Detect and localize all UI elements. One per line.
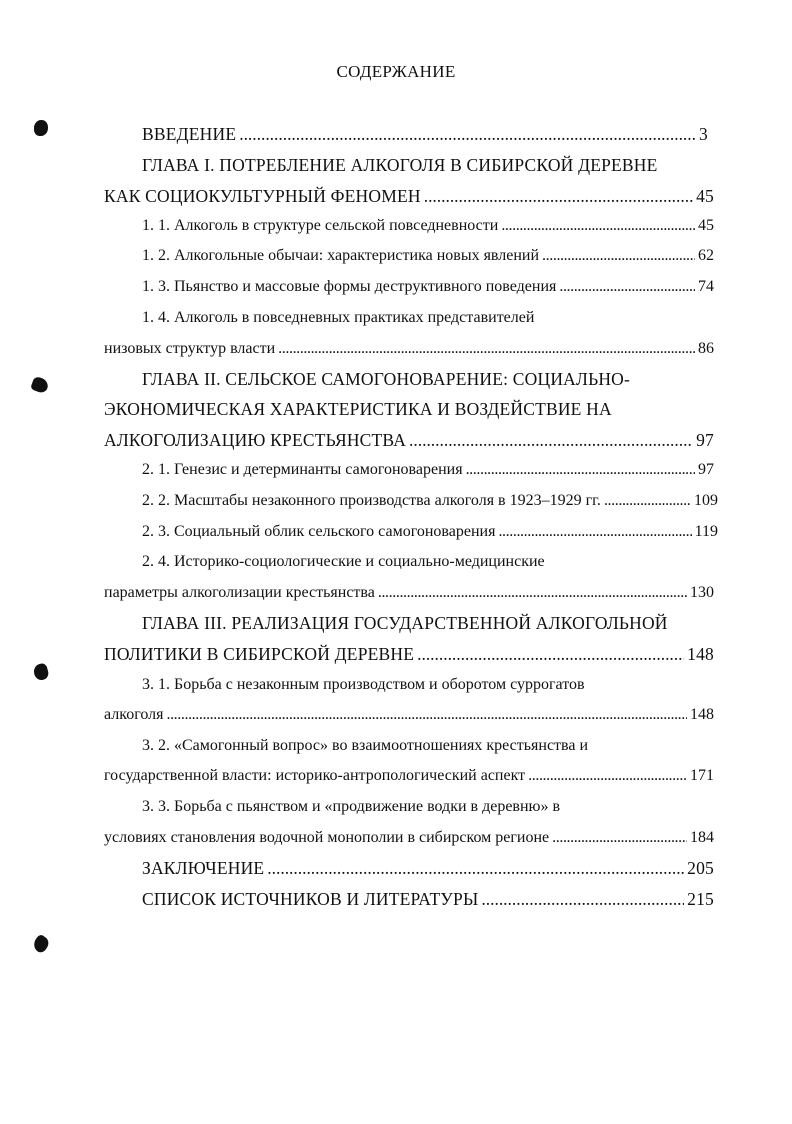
toc-page-number: 184 — [690, 829, 714, 846]
toc-page-number: 3 — [699, 124, 708, 144]
toc-leader-dots — [604, 488, 691, 514]
toc-page-number: 62 — [698, 247, 714, 264]
toc-entry-1-2 — [142, 243, 714, 269]
toc-leader-dots — [501, 213, 695, 239]
toc-entry-2-1 — [142, 457, 714, 483]
toc-entry-2-3 — [142, 519, 718, 545]
toc-entry-3-3 — [104, 825, 714, 851]
toc-entry-2-2 — [142, 488, 718, 514]
toc-label: 1. 1. Алкоголь в структуре сельской повседневности — [142, 217, 499, 234]
toc-entry-1-3 — [142, 274, 714, 300]
toc-page-number: 109 — [694, 492, 718, 509]
toc-page-number: 130 — [690, 584, 714, 601]
toc-chapter-1-heading: ГЛАВА I. ПОТРЕБЛЕНИЕ АЛКОГОЛЯ В СИБИРСКОЙ ДЕРЕВНЕ — [142, 155, 658, 175]
toc-page-number: 171 — [690, 767, 714, 784]
toc-chapter-3-heading-line-1: ГЛАВА III. РЕАЛИЗАЦИЯ ГОСУДАРСТВЕННОЙ АЛКОГОЛЬНОЙ — [142, 613, 668, 633]
toc-chapter-2-heading-line-1: ГЛАВА II. СЕЛЬСКОЕ САМОГОНОВАРЕНИЕ: СОЦИАЛЬНО- — [142, 369, 631, 389]
toc-label: АЛКОГОЛИЗАЦИЮ КРЕСТЬЯНСТВА — [104, 430, 407, 450]
toc-chapter-2-heading-line-2: ЭКОНОМИЧЕСКАЯ ХАРАКТЕРИСТИКА И ВОЗДЕЙСТВИЕ НА — [104, 399, 612, 419]
toc-label: СПИСОК ИСТОЧНИКОВ И ЛИТЕРАТУРЫ — [142, 889, 479, 909]
toc-leader-dots — [417, 641, 684, 667]
toc-leader-dots — [239, 121, 696, 147]
toc-page-number: 148 — [690, 706, 714, 723]
toc-page-number: 148 — [687, 644, 714, 664]
toc-leader-dots — [409, 427, 693, 453]
toc-leader-dots — [378, 580, 687, 606]
toc-leader-dots — [166, 702, 687, 728]
toc-entry-2-4 — [104, 580, 714, 606]
toc-entry-1-4-line-1: 1. 4. Алкоголь в повседневных практиках представителей — [142, 309, 535, 326]
toc-entry-1-4 — [104, 336, 714, 362]
toc-entry-3-1 — [104, 702, 714, 728]
toc-leader-dots — [552, 825, 687, 851]
toc-label: 1. 2. Алкогольные обычаи: характеристика новых явлений — [142, 247, 540, 264]
toc-label: ВВЕДЕНИЕ — [142, 124, 237, 144]
toc-leader-dots — [481, 886, 684, 912]
toc-entry-chapter-3 — [104, 641, 714, 667]
toc-label: 1. 3. Пьянство и массовые формы деструктивного поведения — [142, 278, 557, 295]
toc-entry-chapter-1 — [104, 183, 714, 209]
toc-label: низовых структур власти — [104, 340, 276, 357]
toc-page-number: 45 — [696, 186, 714, 206]
toc-label: 2. 3. Социальный облик сельского самогоноварения — [142, 523, 496, 540]
toc-label: 2. 2. Масштабы незаконного производства алкоголя в 1923–1929 гг. — [142, 492, 601, 509]
toc-entry-conclusion — [142, 855, 714, 881]
toc-leader-dots — [528, 763, 687, 789]
toc-entry-2-4-line-1: 2. 4. Историко-социологические и социально-медицинские — [142, 553, 545, 570]
ink-blot-mark — [30, 376, 50, 395]
toc-label: ПОЛИТИКИ В СИБИРСКОЙ ДЕРЕВНЕ — [104, 644, 415, 664]
ink-blot-mark — [32, 662, 50, 681]
toc-leader-dots — [466, 457, 695, 483]
toc-label: 2. 1. Генезис и детерминанты самогоноварения — [142, 461, 463, 478]
toc-entry-bibliography — [142, 886, 714, 912]
toc-leader-dots — [498, 519, 691, 545]
toc-label: условиях становления водочной монополии в сибирском регионе — [104, 829, 550, 846]
toc-page-number: 45 — [698, 217, 714, 234]
toc-label: КАК СОЦИОКУЛЬТУРНЫЙ ФЕНОМЕН — [104, 186, 421, 206]
toc-entry-3-2 — [104, 763, 714, 789]
toc-leader-dots — [542, 243, 695, 269]
toc-leader-dots — [424, 183, 693, 209]
toc-page-number: 215 — [687, 889, 714, 909]
page-title: СОДЕРЖАНИЕ — [336, 62, 456, 81]
toc-page-number: 205 — [687, 858, 714, 878]
toc-label: алкоголя — [104, 706, 164, 723]
toc-entry-1-1 — [142, 213, 714, 239]
ink-blot-mark — [31, 933, 52, 954]
toc-page-number: 97 — [698, 461, 714, 478]
toc-entry-chapter-2 — [104, 427, 714, 453]
toc-entry-3-3-line-1: 3. 3. Борьба с пьянством и «продвижение водки в деревню» в — [142, 798, 561, 815]
toc-page-number: 74 — [698, 278, 714, 295]
toc-label: государственной власти: историко-антропологический аспект — [104, 767, 526, 784]
toc-label: параметры алкоголизации крестьянства — [104, 584, 375, 601]
toc-entry-3-2-line-1: 3. 2. «Самогонный вопрос» во взаимоотношениях крестьянства и — [142, 737, 589, 754]
toc-page-number: 86 — [698, 340, 714, 357]
ink-blot-mark — [34, 120, 48, 136]
toc-entry-3-1-line-1: 3. 1. Борьба с незаконным производством и оборотом суррогатов — [142, 676, 585, 693]
toc-page-number: 119 — [694, 523, 718, 540]
toc-label: ЗАКЛЮЧЕНИЕ — [142, 858, 265, 878]
toc-leader-dots — [267, 855, 684, 881]
toc-leader-dots — [278, 336, 695, 362]
toc-page-number: 97 — [696, 430, 714, 450]
toc-leader-dots — [559, 274, 695, 300]
toc-entry-introduction — [142, 121, 708, 147]
